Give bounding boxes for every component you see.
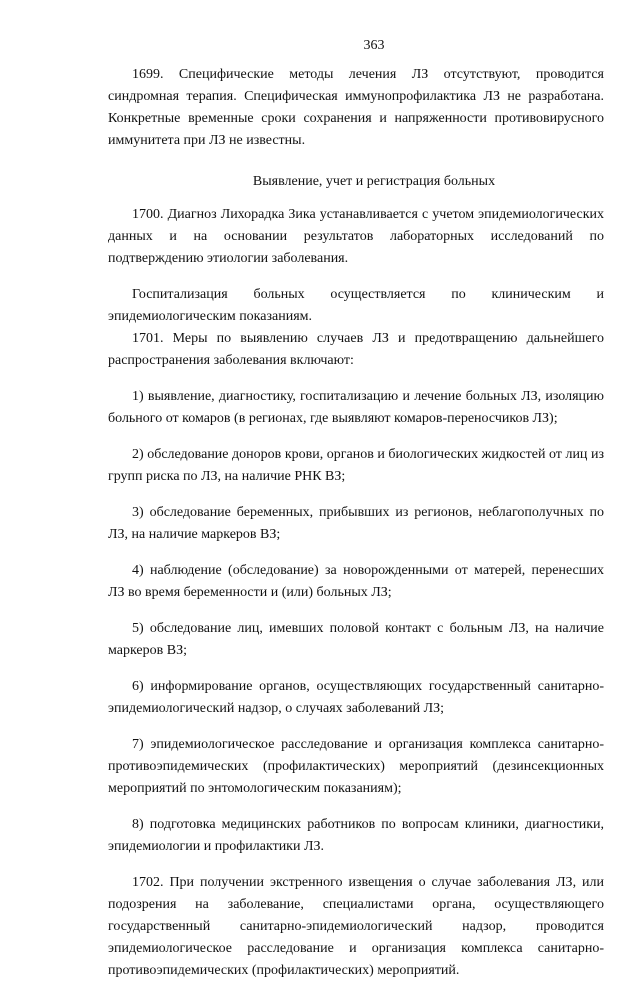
paragraph-1700: 1700. Диагноз Лихорадка Зика устанавливается с учетом эпидемиологических данных и на основании результатов лабораторных исследований по подтверждению этиологии заболевания.	[108, 207, 604, 266]
list-item-3: 3) обследование беременных, прибывших из регионов, неблагополучных по ЛЗ, на наличие маркеров ВЗ;	[108, 505, 604, 542]
list-item-8: 8) подготовка медицинских работников по вопросам клиники, диагностики, эпидемиологии и профилактики ЛЗ.	[108, 817, 604, 854]
paragraph-hospitalization: Госпитализация больных осуществляется по клиническим и эпидемиологическим показаниям.	[108, 287, 604, 324]
list-item-1: 1) выявление, диагностику, госпитализацию и лечение больных ЛЗ, изоляцию больного от комаров (в регионах, где выявляют комаров-переносчиков ЛЗ);	[108, 389, 604, 426]
list-item-7: 7) эпидемиологическое расследование и организация комплекса санитарно-противоэпидемических (профилактических) мероприятий (дезинсекционных мероприятий по энтомологическим показаниям);	[108, 737, 604, 796]
paragraph-1701: 1701. Меры по выявлению случаев ЛЗ и предотвращению дальнейшего распространения заболевания включают:	[108, 331, 604, 368]
paragraph-1702: 1702. При получении экстренного извещения о случае заболевания ЛЗ, или подозрения на заболевание, специалистами органа, осуществляющего государственный санитарно-эпидемиологический надзор, проводится эпидемиологическое расследование и организация комплекса санитарно-противоэпидемических (профилактических) мероприятий.	[108, 875, 604, 978]
section-heading: Выявление, учет и регистрация больных	[252, 174, 496, 189]
list-item-5: 5) обследование лиц, имевших половой контакт с больным ЛЗ, на наличие маркеров ВЗ;	[108, 621, 604, 658]
list-item-2: 2) обследование доноров крови, органов и биологических жидкостей от лиц из групп риска по ЛЗ, на наличие РНК ВЗ;	[108, 447, 604, 484]
page-number: 363	[363, 38, 385, 53]
paragraph-1699: 1699. Специфические методы лечения ЛЗ отсутствуют, проводится синдромная терапия. Специфическая иммунопрофилактика ЛЗ не разработана. Конкретные временные сроки сохранения и напряженности противовирусного иммунитета при ЛЗ не известны.	[108, 67, 604, 148]
list-item-4: 4) наблюдение (обследование) за новорожденными от матерей, перенесших ЛЗ во время беременности и (или) больных ЛЗ;	[108, 563, 604, 600]
list-item-6: 6) информирование органов, осуществляющих государственный санитарно-эпидемиологический надзор, о случаях заболеваний ЛЗ;	[108, 679, 604, 716]
